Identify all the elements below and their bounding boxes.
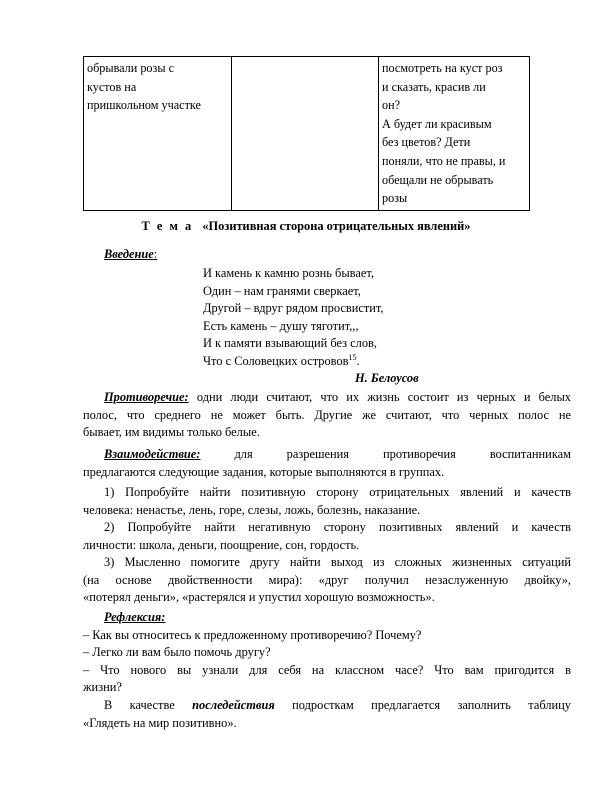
poem-line: Другой – вдруг рядом просвистит,: [203, 301, 384, 315]
reflection-label: [83, 609, 571, 627]
task-1: [83, 484, 571, 519]
table-cell-3: [379, 57, 530, 211]
paragraph-line: 3) Мысленно помогите другу найти выход из сложных жизненных ситуаций: [104, 555, 571, 569]
table-cell-2: [232, 57, 379, 211]
table-row: [84, 57, 530, 211]
poem-line: И камень к камню рознь бывает,: [203, 266, 374, 280]
cell-text-line: кустов на: [87, 79, 137, 94]
intro-colon: :: [153, 247, 158, 261]
poem-line: Один – нам гранями сверкает,: [203, 283, 361, 298]
poem-line-text: Что с Соловецких островов: [203, 353, 349, 368]
closing-text-before: В качестве: [104, 698, 193, 712]
reflection-question: жизни?: [83, 680, 122, 694]
cell-text-line: он?: [382, 98, 401, 113]
paragraph-line: «Глядеть на мир позитивно».: [83, 715, 237, 730]
cell-text-line: пришкольном участке: [87, 98, 201, 113]
cell-text-line: без цветов? Дети: [382, 135, 471, 150]
topic-title: «Позитивная сторона отрицательных явлений»: [202, 219, 471, 233]
paragraph-line: [83, 697, 571, 715]
paragraph-line: [83, 389, 571, 407]
footnote-marker: 15: [348, 352, 357, 362]
cell-text-line: розы: [382, 191, 408, 206]
interaction-paragraph: [83, 446, 571, 481]
activity-table: [83, 56, 530, 211]
paragraph-line: бывает, им видимы только белые.: [83, 425, 260, 439]
cell-text-line: обрывали розы с: [87, 61, 174, 75]
reflection-question: – Как вы относитесь к предложенному противоречию? Почему?: [83, 627, 422, 642]
paragraph-line: предлагаются следующие задания, которые выполняются в группах.: [83, 464, 445, 479]
paragraph-line: личности: школа, деньги, поощрение, сон, гордость.: [83, 537, 360, 552]
poem-line: Есть камень – душу тяготит,,,: [203, 318, 359, 333]
poem-line-end: .: [356, 353, 360, 368]
topic-prefix: Т е м а: [141, 219, 194, 233]
contradiction-text: одни люди считают, что их жизнь состоит из черных и белых: [188, 390, 571, 404]
paragraph-line: «потерял деньги», «растерялся и упустил хорошую возможность».: [83, 590, 435, 604]
cell-text-line: обещали не обрывать: [382, 172, 494, 187]
reflection-question: – Что нового вы узнали для себя на классном часе? Что вам пригодится в: [83, 662, 571, 677]
intro-heading: [104, 247, 157, 262]
paragraph-line: полос, что среднего не может быть. Другие же считают, что черных полос не: [83, 407, 571, 422]
poem-line: И к памяти взывающий без слов,: [203, 336, 378, 350]
interaction-text: для разрешения противоречия воспитанникам: [234, 447, 571, 461]
closing-paragraph: [83, 697, 571, 732]
paragraph-line: 1) Попробуйте найти позитивную сторону отрицательных явлений и качеств: [104, 485, 571, 499]
table-cell-1: [84, 57, 232, 211]
intro-label: Введение: [104, 247, 154, 261]
task-3: [83, 554, 571, 607]
cell-text-line: поняли, что не правы, и: [382, 153, 506, 168]
epigraph-poem: [203, 265, 383, 370]
poem-author: Н. Белоусов: [355, 371, 419, 385]
contradiction-paragraph: [83, 389, 571, 442]
paragraph-line: человека: ненастье, лень, горе, слезы, ложь, болезнь, наказание.: [83, 502, 421, 517]
closing-text-after: подросткам предлагается заполнить таблицу: [274, 698, 571, 712]
interaction-label: Взаимодействие:: [104, 447, 201, 461]
poem-line-last: [203, 353, 383, 371]
contradiction-label: Противоречие:: [104, 390, 189, 404]
task-2: [83, 519, 571, 554]
paragraph-line: 2) Попробуйте найти негативную сторону позитивных явлений и качеств: [104, 520, 571, 534]
closing-emphasis: последействия: [192, 698, 275, 712]
paragraph-line: [83, 446, 571, 464]
reflection-label-text: Рефлексия:: [104, 610, 166, 624]
topic-heading: [83, 219, 529, 234]
cell-text-line: посмотреть на куст роз: [382, 61, 503, 75]
paragraph-line: (на основе двойственности мира): «друг получил незаслуженную двойку»,: [83, 572, 571, 587]
reflection-section: [83, 609, 571, 697]
cell-text-line: А будет ли красивым: [382, 116, 492, 131]
reflection-question: – Легко ли вам было помочь другу?: [83, 645, 271, 659]
cell-text-line: и сказать, красив ли: [382, 79, 486, 94]
